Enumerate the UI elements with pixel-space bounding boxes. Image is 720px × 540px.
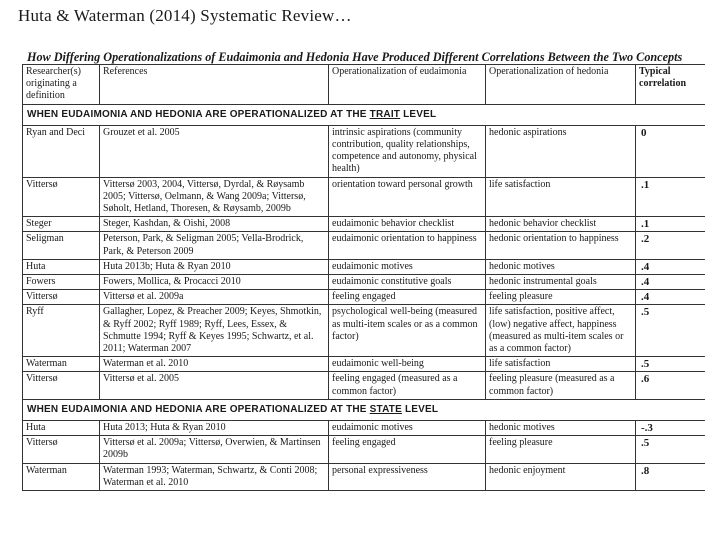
cell-correlation: .1 <box>636 217 706 232</box>
cell-hedonia: hedonic motives <box>486 259 636 274</box>
cell-references: Vittersø et al. 2009a; Vittersø, Overwien, & Martinsen 2009b <box>100 436 329 463</box>
table-container <box>22 64 705 540</box>
cell-correlation: .8 <box>636 463 706 490</box>
cell-eudaimonia: feeling engaged (measured as a common factor) <box>329 372 486 399</box>
header-hedonia: Operationalization of hedonia <box>486 65 636 105</box>
trait-section-row <box>23 104 706 125</box>
cell-correlation: -.3 <box>636 421 706 436</box>
cell-hedonia: hedonic enjoyment <box>486 463 636 490</box>
header-eudaimonia: Operationalization of eudaimonia <box>329 65 486 105</box>
cell-correlation: .6 <box>636 372 706 399</box>
table-row <box>23 217 706 232</box>
slide-title: Huta & Waterman (2014) Systematic Review… <box>18 6 352 25</box>
cell-references: Huta 2013b; Huta & Ryan 2010 <box>100 259 329 274</box>
cell-researcher: Waterman <box>23 357 100 372</box>
cell-hedonia: life satisfaction, positive affect, (low) negative affect, happiness (measured as multi-item scales or as a common factor) <box>486 305 636 357</box>
cell-hedonia: hedonic instrumental goals <box>486 275 636 290</box>
cell-eudaimonia: eudaimonic behavior checklist <box>329 217 486 232</box>
cell-eudaimonia: eudaimonic motives <box>329 259 486 274</box>
cell-correlation: 0 <box>636 125 706 177</box>
cell-eudaimonia: eudaimonic well-being <box>329 357 486 372</box>
cell-hedonia: feeling pleasure (measured as a common factor) <box>486 372 636 399</box>
table-row <box>23 125 706 177</box>
table-caption: How Differing Operationalizations of Eudaimonia and Hedonia Have Produced Different Correlations Between the Two Concepts <box>27 50 683 64</box>
cell-hedonia: life satisfaction <box>486 357 636 372</box>
cell-references: Huta 2013; Huta & Ryan 2010 <box>100 421 329 436</box>
table-row <box>23 177 706 217</box>
section-suffix: LEVEL <box>401 403 439 415</box>
cell-researcher: Waterman <box>23 463 100 490</box>
cell-researcher: Ryan and Deci <box>23 125 100 177</box>
cell-references: Peterson, Park, & Seligman 2005; Vella-Brodrick, Park, & Peterson 2009 <box>100 232 329 259</box>
cell-eudaimonia: feeling engaged <box>329 436 486 463</box>
table-row <box>23 436 706 463</box>
cell-references: Vittersø et al. 2009a <box>100 290 329 305</box>
cell-researcher: Vittersø <box>23 436 100 463</box>
cell-eudaimonia: psychological well-being (measured as multi-item scales or as a common factor) <box>329 305 486 357</box>
table-row <box>23 357 706 372</box>
cell-references: Fowers, Mollica, & Procacci 2010 <box>100 275 329 290</box>
header-researcher: Researcher(s) originating a definition <box>23 65 100 105</box>
cell-eudaimonia: feeling engaged <box>329 290 486 305</box>
cell-researcher: Seligman <box>23 232 100 259</box>
correlation-table <box>22 64 705 491</box>
cell-researcher: Vittersø <box>23 372 100 399</box>
cell-references: Vittersø et al. 2005 <box>100 372 329 399</box>
cell-correlation: .4 <box>636 259 706 274</box>
table-row <box>23 275 706 290</box>
table-row <box>23 305 706 357</box>
cell-correlation: .4 <box>636 275 706 290</box>
table-row <box>23 463 706 490</box>
table-row <box>23 232 706 259</box>
section-prefix: WHEN EUDAIMONIA AND HEDONIA ARE OPERATIONALIZED AT THE <box>27 108 370 120</box>
cell-researcher: Fowers <box>23 275 100 290</box>
cell-hedonia: hedonic behavior checklist <box>486 217 636 232</box>
state-section-heading <box>23 399 706 420</box>
table-row <box>23 259 706 274</box>
cell-references: Steger, Kashdan, & Oishi, 2008 <box>100 217 329 232</box>
cell-researcher: Huta <box>23 259 100 274</box>
cell-correlation: .5 <box>636 305 706 357</box>
cell-correlation: .5 <box>636 436 706 463</box>
cell-hedonia: hedonic aspirations <box>486 125 636 177</box>
cell-hedonia: feeling pleasure <box>486 436 636 463</box>
cell-correlation: .5 <box>636 357 706 372</box>
header-references: References <box>100 65 329 105</box>
cell-references: Grouzet et al. 2005 <box>100 125 329 177</box>
cell-eudaimonia: intrinsic aspirations (community contribution, quality relationships, competence and autonomy, physical health) <box>329 125 486 177</box>
header-typical-correlation: Typical correlation <box>636 65 706 105</box>
cell-eudaimonia: eudaimonic orientation to happiness <box>329 232 486 259</box>
cell-eudaimonia: orientation toward personal growth <box>329 177 486 217</box>
cell-correlation: .1 <box>636 177 706 217</box>
section-level-state: STATE <box>369 403 402 415</box>
table-row <box>23 290 706 305</box>
cell-researcher: Steger <box>23 217 100 232</box>
cell-references: Waterman et al. 2010 <box>100 357 329 372</box>
cell-references: Gallagher, Lopez, & Preacher 2009; Keyes, Shmotkin, & Ryff 2002; Ryff 1989; Ryff, Lees, Essex, & Schmutte 1994; Ryff & Keyes 1995; Schwartz, et al. 2011; Waterman 2007 <box>100 305 329 357</box>
section-prefix: WHEN EUDAIMONIA AND HEDONIA ARE OPERATIONALIZED AT THE <box>27 403 370 415</box>
cell-hedonia: life satisfaction <box>486 177 636 217</box>
trait-section-heading <box>23 104 706 125</box>
cell-researcher: Huta <box>23 421 100 436</box>
cell-eudaimonia: personal expressiveness <box>329 463 486 490</box>
cell-researcher: Vittersø <box>23 290 100 305</box>
section-level-trait: TRAIT <box>369 108 401 120</box>
cell-correlation: .2 <box>636 232 706 259</box>
section-suffix: LEVEL <box>400 108 437 120</box>
table-body <box>23 104 706 490</box>
state-section-row <box>23 399 706 420</box>
cell-eudaimonia: eudaimonic constitutive goals <box>329 275 486 290</box>
table-row <box>23 372 706 399</box>
cell-references: Waterman 1993; Waterman, Schwartz, & Conti 2008; Waterman et al. 2010 <box>100 463 329 490</box>
cell-researcher: Ryff <box>23 305 100 357</box>
table-header-row <box>23 65 706 105</box>
cell-hedonia: hedonic motives <box>486 421 636 436</box>
cell-correlation: .4 <box>636 290 706 305</box>
cell-hedonia: feeling pleasure <box>486 290 636 305</box>
cell-hedonia: hedonic orientation to happiness <box>486 232 636 259</box>
cell-researcher: Vittersø <box>23 177 100 217</box>
cell-references: Vittersø 2003, 2004, Vittersø, Dyrdal, & Røysamb 2005; Vittersø, Oelmann, & Wang 2009a; Vittersø, Søholt, Hetland, Thoresen, & Røysamb, 2009b <box>100 177 329 217</box>
cell-eudaimonia: eudaimonic motives <box>329 421 486 436</box>
table-row <box>23 421 706 436</box>
